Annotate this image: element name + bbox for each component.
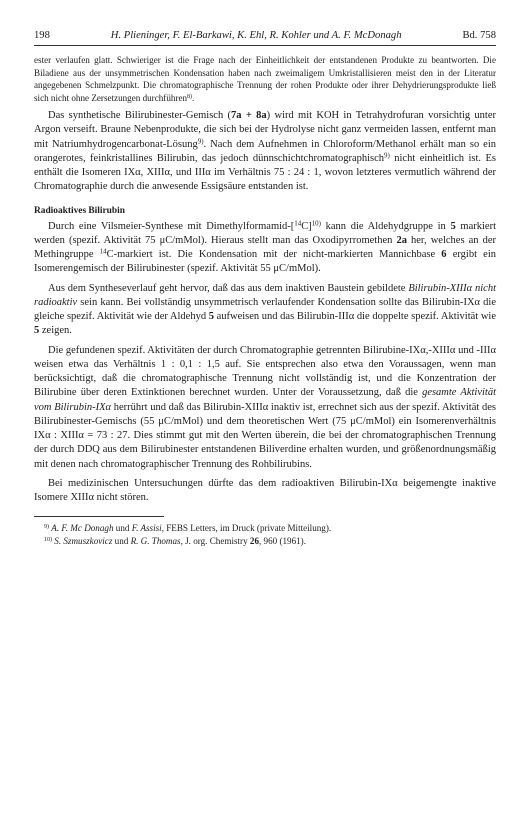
- text-run: zeigen.: [39, 325, 72, 337]
- section-heading: Radioaktives Bilirubin: [34, 205, 125, 216]
- text-run: Durch eine Vilsmeier-Synthese mit Dimethylformamid-[: [48, 220, 295, 232]
- isotope-mass: 14: [99, 248, 107, 256]
- author-name: A. F. Mc Donagh: [51, 523, 114, 534]
- text-run: , 960 (1961).: [259, 535, 306, 546]
- text-run: C-markiert ist. Die Kondensation mit der nicht-markierten Mannichbase: [106, 249, 442, 261]
- footnote-mark: 10): [44, 536, 52, 543]
- author-name: F. Assisi: [131, 523, 162, 534]
- compound-ref: 2a: [396, 234, 407, 246]
- emphasis: Bilirubin-XIIIα nicht radioaktiv: [34, 282, 497, 308]
- paragraph-synthesis-course: [34, 282, 496, 339]
- text-run: Das synthetische Bilirubinester-Gemisch (: [48, 110, 232, 122]
- text-run: .: [192, 92, 195, 103]
- paragraph-activities: [34, 344, 496, 472]
- footnote-ref: 8): [187, 93, 193, 100]
- text-run: , FEBS Letters, im Druck (private Mitteilung).: [161, 523, 332, 534]
- volume-number: 26: [249, 535, 259, 546]
- compound-ref: 6: [441, 249, 447, 261]
- text-run: und: [113, 523, 132, 534]
- footnote-ref: 9): [384, 152, 390, 160]
- compound-ref: 5: [208, 311, 214, 323]
- volume-label: Bd. 758: [462, 30, 496, 41]
- page: [34, 30, 496, 547]
- compound-ref: 7a + 8a: [231, 110, 267, 122]
- text-run: Aus dem Syntheseverlauf geht hervor, daß das aus dem inaktiven Baustein gebildete: [48, 282, 409, 294]
- text-run: . Nach dem Aufnehmen in Chloroform/Methanol erhält man so ein orangerotes, feinkristallines Bilirubin, das jedoch dünnschichtchromatographisch: [34, 138, 496, 164]
- emphasis: gesamte Aktivität vom Bilirubin-IXα: [34, 387, 496, 413]
- page-number: 198: [34, 30, 50, 41]
- isotope-mass: 14: [294, 220, 302, 228]
- footnote-10: [34, 535, 496, 547]
- compound-ref: 5: [450, 220, 456, 232]
- text-run: nicht einheitlich ist. Es enthält die Isomeren IXα, XIIIα, und IIIα im Verhältnis 75 : 24 : 1, wovon letzteres vermutlich während der Chromatographie durch die anwesende Essigsäure entstanden ist.: [34, 152, 496, 193]
- paragraph-medical: [34, 477, 496, 506]
- paragraph-continuation: [34, 54, 496, 104]
- text-run: Bei medizinischen Untersuchungen dürfte das dem radioaktiven Bilirubin-IXα beigemengte inaktive Isomere XIIIα nicht stören.: [34, 477, 496, 504]
- paragraph-vilsmeier: [34, 220, 496, 277]
- footnote-9: [34, 522, 496, 534]
- text-run: kann die Aldehydgruppe in: [320, 220, 451, 232]
- text-run: aufweisen und das Bilirubin-IIIα die doppelte spezif. Aktivität wie: [213, 311, 496, 323]
- text-run: C]: [301, 220, 312, 232]
- text-run: ester verlaufen glatt. Schwieriger ist die Frage nach der Einheitlichkeit der entstandenen Produkte zu beantworten. Die Biladiene aus der unsymmetrischen Kondensation haben nach zweimaligem Umkristallisieren meist den in der Literatur angegebenen Schmelzpunkt. Die chromatographische Trennung der rohen Produkte oder ihrer Dehydrierungsprodukte ließ sich nicht ohne Zersetzungen durchführen: [34, 55, 496, 103]
- author-name: S. Szmuszkovicz: [54, 535, 113, 546]
- compound-ref: 5: [34, 325, 40, 337]
- text-run: sein kann. Bei vollständig unsymmetrisch verlaufender Kondensation sollte das Bilirubin-IXα die gleiche spezif. Aktivität wie der Aldehyd: [34, 296, 496, 323]
- text-run: Die gefundenen spezif. Aktivitäten der durch Chromatographie getrennten Bilirubine-IXα,-XIIIα und -IIIα weisen etwa das Verhältnis 1 : 0,1 : 1,5 auf. Sie entsprechen also etwa den Voraussagen, wenn man berücksichtigt, daß die chromatographische Trennung nicht vollständig ist, und die Konzentration der Bilirubine über deren Extinktionen berechnet wurden. Unter der Voraussetzung, daß die: [34, 344, 496, 399]
- text-run: ergibt ein Isomerengemisch der Bilirubinester (spezif. Aktivität 55 μC/mMol).: [34, 249, 496, 275]
- text-run: markiert werden (spezif. Aktivität 75 μC/mMol). Hieraus stellt man das Oxodipyrromethen: [34, 220, 496, 246]
- footnote-mark: 9): [44, 524, 49, 531]
- running-header: [34, 30, 496, 46]
- text-run: , J. org. Chemistry: [180, 535, 250, 546]
- footnote-ref: 9): [197, 138, 204, 146]
- running-authors: H. Plieninger, F. El-Barkawi, K. Ehl, R. Kohler und A. F. McDonagh: [110, 30, 402, 41]
- text-run: herrührt und daß das Bilirubin-XIIIα inaktiv ist, errechnet sich aus der spezif. Aktivität des Bilirubinester-Gemischs (55 μC/mMol) und dem theoretischen Wert (75 μC/mMol) ein Isomerenverhältnis IXα : XIIIα = 73 : 27. Dies stimmt gut mit den Werten überein, die bei der chromatographischen Trennung der durch DDQ aus dem Bilirubinester entstandenen Biliverdine erhalten wurden, und größenordnungsmäßig mit denen nach chromatographischer Trennung des Rohbilirubins.: [34, 401, 496, 470]
- footnote-ref: 10): [311, 220, 321, 228]
- paragraph-saponification: [34, 109, 496, 195]
- text-run: her, welches an der Methingruppe: [34, 234, 496, 261]
- text-run: und: [112, 535, 131, 546]
- footnote-divider: [34, 516, 164, 517]
- text-run: ) wird mit KOH in Tetrahydrofuran vorsichtig unter Argon verseift. Braune Nebenprodukte, die sich bei der Hydrolyse nicht ganz vermeiden lassen, entfernt man mit Natriumhydrogencarbonat-Lösung: [34, 110, 497, 150]
- author-name: R. G. Thomas: [130, 535, 181, 546]
